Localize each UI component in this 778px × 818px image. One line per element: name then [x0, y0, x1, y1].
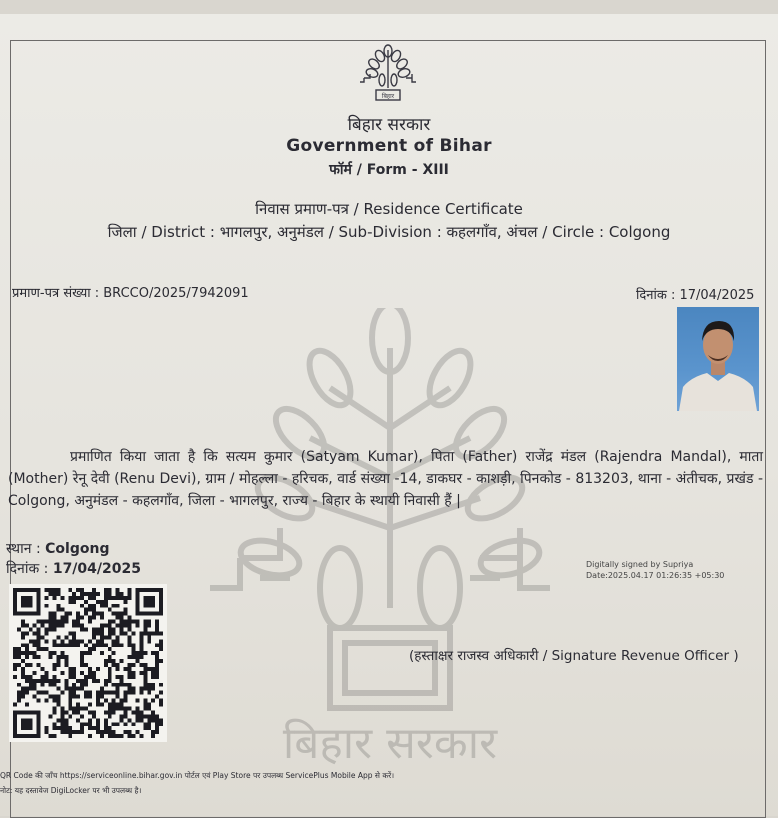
verification-note: QR Code की जाँच https://serviceonline.bihar.gov.in पोर्टल एवं Play Store पर उपलब्ध ServicePlus Mobile App से करें।	[0, 771, 395, 780]
cert-no-value: BRCCO/2025/7942091	[103, 286, 249, 301]
body-text: प्रमाणित किया जाता है कि सत्यम कुमार (Satyam Kumar), पिता (Father) राजेंद्र मंडल (Rajendra Mandal), माता (Mother) रेनू देवी (Renu Devi), ग्राम / मोहल्ला - हरिचक, वार्ड संख्या -14, डाकघर - काशड़ी, पिनकोड - 813203, थाना - अंतीचक, प्रखंड - Colgong, अनुमंडल - कहलगाँव, जिला - भागलपुर, राज्य - बिहार के स्थायी निवासी हैं |	[8, 449, 763, 509]
person-photo-icon	[677, 307, 759, 411]
signing-date-label: दिनांक :	[6, 561, 53, 577]
place	[6, 539, 109, 558]
signing-date-value: 17/04/2025	[52, 561, 141, 577]
digital-signature-by: Digitally signed by Supriya	[586, 560, 694, 569]
digital-signature-date: Date:2025.04.17 01:26:35 +05:30	[586, 571, 725, 580]
gov-title-english: Government of Bihar	[286, 136, 492, 156]
district-line: जिला / District : भागलपुर, अनुमंडल / Sub-Division : कहलगाँव, अंचल / Circle : Colgong	[107, 223, 671, 241]
qr-code[interactable]	[8, 584, 168, 742]
emblem-band-text: बिहार	[381, 93, 395, 100]
applicant-photo	[677, 307, 759, 411]
bihar-emblem-icon	[358, 44, 418, 108]
certificate-number	[12, 283, 249, 301]
watermark-emblem	[180, 308, 600, 778]
signatory-designation: (हस्ताक्षर राजस्व अधिकारी / Signature Revenue Officer )	[409, 648, 739, 664]
issue-date	[636, 285, 754, 303]
watermark-text: बिहार सरकार	[282, 718, 498, 769]
cert-no-label: प्रमाण-पत्र संख्या :	[12, 286, 104, 301]
form-number: फॉर्म / Form - XIII	[329, 162, 449, 178]
date-label: दिनांक :	[636, 288, 680, 303]
signing-date	[6, 559, 141, 578]
certificate-title: निवास प्रमाण-पत्र / Residence Certificate	[255, 200, 523, 218]
digilocker-note: नोट: यह दस्तावेज DigiLocker पर भी उपलब्ध है।	[0, 786, 142, 795]
place-value: Colgong	[45, 541, 110, 557]
place-label: स्थान :	[6, 541, 46, 557]
gov-title-hindi: बिहार सरकार	[347, 115, 431, 135]
digital-signature	[586, 559, 724, 581]
date-value: 17/04/2025	[679, 288, 755, 303]
certificate-body	[8, 446, 763, 512]
